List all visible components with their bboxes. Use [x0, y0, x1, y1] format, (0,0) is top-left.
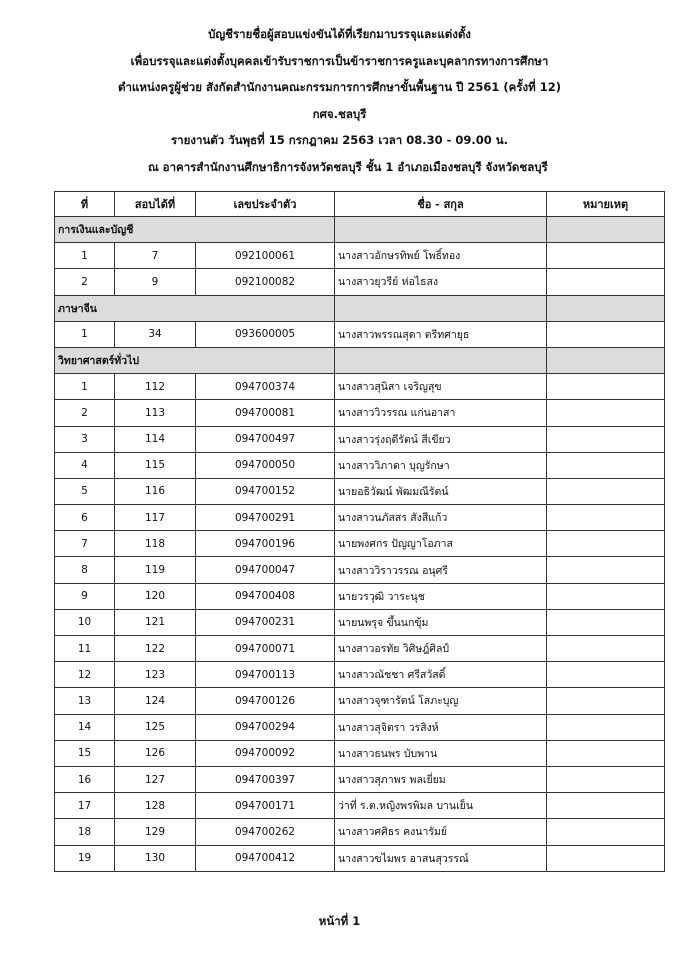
cell-id: 094700196 — [196, 531, 335, 557]
table-row — [55, 714, 665, 740]
cell-id: 094700294 — [196, 714, 335, 740]
cell-rank: 119 — [115, 557, 196, 583]
cell-note — [547, 766, 665, 792]
cell-no: 19 — [55, 845, 115, 871]
cell-rank: 34 — [115, 321, 196, 347]
cell-id: 094700291 — [196, 505, 335, 531]
cell-no: 17 — [55, 793, 115, 819]
table-row — [55, 426, 665, 452]
section-filler-cell — [335, 217, 547, 243]
table-row — [55, 452, 665, 478]
header-purpose: เพื่อบรรจุและแต่งตั้งบุคคลเข้ารับราชการเป็นข้าราชการครูและบุคลากรทางการศึกษา — [130, 53, 549, 68]
cell-rank: 118 — [115, 531, 196, 557]
cell-note — [547, 478, 665, 504]
cell-id: 092100082 — [196, 269, 335, 295]
cell-no: 13 — [55, 688, 115, 714]
cell-note — [547, 321, 665, 347]
header-title: บัญชีรายชื่อผู้สอบแข่งขันได้ที่เรียกมาบรรจุและแต่งตั้ง — [208, 27, 471, 41]
cell-no: 12 — [55, 662, 115, 688]
section-row — [55, 347, 665, 373]
cell-rank: 124 — [115, 688, 196, 714]
cell-id: 094700152 — [196, 478, 335, 504]
cell-rank: 113 — [115, 400, 196, 426]
table-row — [55, 531, 665, 557]
cell-name: นางสาววิราวรรณ อนุศรี — [335, 557, 547, 583]
cell-id: 094700126 — [196, 688, 335, 714]
table-row — [55, 583, 665, 609]
cell-id: 094700071 — [196, 636, 335, 662]
cell-note — [547, 243, 665, 269]
cell-note — [547, 662, 665, 688]
cell-no: 15 — [55, 740, 115, 766]
table-row — [55, 400, 665, 426]
cell-note — [547, 714, 665, 740]
cell-no: 1 — [55, 243, 115, 269]
table-row — [55, 374, 665, 400]
cell-note — [547, 609, 665, 635]
table-row — [55, 243, 665, 269]
cell-id: 094700050 — [196, 452, 335, 478]
cell-rank: 117 — [115, 505, 196, 531]
cell-name: นางสาวรุ่งฤดีรัตน์ สีเขียว — [335, 426, 547, 452]
cell-no: 5 — [55, 478, 115, 504]
cell-id: 094700408 — [196, 583, 335, 609]
cell-rank: 122 — [115, 636, 196, 662]
cell-no: 11 — [55, 636, 115, 662]
cell-note — [547, 505, 665, 531]
cell-name: นางสาวพรรณสุดา ตรีทศายุธ — [335, 321, 547, 347]
col-header-note: หมายเหตุ — [547, 192, 665, 217]
cell-note — [547, 557, 665, 583]
section-title: การเงินและบัญชี — [55, 217, 335, 243]
cell-rank: 116 — [115, 478, 196, 504]
cell-rank: 115 — [115, 452, 196, 478]
header-report-date: รายงานตัว วันพุธที่ 15 กรกฎาคม 2563 เวลา 08.30 - 09.00 น. — [171, 133, 508, 147]
cell-name: นางสาวจุฑารัตน์ โสภะบุญ — [335, 688, 547, 714]
cell-id: 094700231 — [196, 609, 335, 635]
cell-name: นางสาวนภัสสร สังสีแก้ว — [335, 505, 547, 531]
col-header-rank: สอบได้ที่ — [115, 192, 196, 217]
cell-name: นางสาวสุภาพร พลเยี่ยม — [335, 766, 547, 792]
cell-no: 1 — [55, 374, 115, 400]
cell-note — [547, 583, 665, 609]
cell-rank: 123 — [115, 662, 196, 688]
cell-name: นางสาวศศิธร คงนารัมย์ — [335, 819, 547, 845]
cell-rank: 126 — [115, 740, 196, 766]
table-row — [55, 662, 665, 688]
cell-name: นางสาวสุจิตรา วรสิงห์ — [335, 714, 547, 740]
header-position: ตำแหน่งครูผู้ช่วย สังกัดสำนักงานคณะกรรมการการศึกษาขั้นพื้นฐาน ปี 2561 (ครั้งที่ 12) — [118, 80, 561, 94]
cell-no: 7 — [55, 531, 115, 557]
cell-note — [547, 531, 665, 557]
cell-name: นายนพรุจ ขึ้นนกขุ้ม — [335, 609, 547, 635]
cell-name: นางสาวสุนิสา เจริญสุข — [335, 374, 547, 400]
table-row — [55, 740, 665, 766]
cell-id: 092100061 — [196, 243, 335, 269]
cell-id: 094700497 — [196, 426, 335, 452]
cell-rank: 125 — [115, 714, 196, 740]
cell-note — [547, 400, 665, 426]
section-filler-cell — [547, 347, 665, 373]
col-header-no: ที่ — [55, 192, 115, 217]
cell-no: 18 — [55, 819, 115, 845]
cell-id: 094700092 — [196, 740, 335, 766]
cell-rank: 7 — [115, 243, 196, 269]
table-row — [55, 505, 665, 531]
cell-no: 14 — [55, 714, 115, 740]
cell-name: นางสาวอักษรทิพย์ โพธิ์ทอง — [335, 243, 547, 269]
table-row — [55, 793, 665, 819]
cell-no: 1 — [55, 321, 115, 347]
table-row — [55, 819, 665, 845]
cell-id: 094700047 — [196, 557, 335, 583]
cell-rank: 130 — [115, 845, 196, 871]
cell-rank: 121 — [115, 609, 196, 635]
cell-no: 4 — [55, 452, 115, 478]
cell-name: นางสาววิภาดา บุญรักษา — [335, 452, 547, 478]
cell-name: นางสาวอรทัย วิศิษฎ์ศิลป์ — [335, 636, 547, 662]
cell-no: 3 — [55, 426, 115, 452]
table-row — [55, 845, 665, 871]
cell-rank: 129 — [115, 819, 196, 845]
cell-id: 094700397 — [196, 766, 335, 792]
table-header-row — [55, 192, 665, 217]
cell-note — [547, 688, 665, 714]
cell-rank: 112 — [115, 374, 196, 400]
cell-rank: 128 — [115, 793, 196, 819]
cell-note — [547, 740, 665, 766]
cell-rank: 120 — [115, 583, 196, 609]
section-title: วิทยาศาสตร์ทั่วไป — [55, 347, 335, 373]
cell-no: 6 — [55, 505, 115, 531]
cell-note — [547, 845, 665, 871]
section-filler-cell — [335, 347, 547, 373]
cell-name: นางสาววิวรรณ แก่นอาสา — [335, 400, 547, 426]
section-row — [55, 217, 665, 243]
cell-no: 16 — [55, 766, 115, 792]
table-row — [55, 688, 665, 714]
section-filler-cell — [547, 217, 665, 243]
table-row — [55, 557, 665, 583]
table-row — [55, 478, 665, 504]
table-row — [55, 636, 665, 662]
cell-id: 094700412 — [196, 845, 335, 871]
cell-name: นางสาวขไมพร อาสนสุวรรณ์ — [335, 845, 547, 871]
cell-note — [547, 269, 665, 295]
cell-rank: 114 — [115, 426, 196, 452]
section-filler-cell — [547, 295, 665, 321]
cell-id: 094700171 — [196, 793, 335, 819]
section-title: ภาษาจีน — [55, 295, 335, 321]
table-row — [55, 269, 665, 295]
candidate-table — [54, 191, 665, 872]
section-row — [55, 295, 665, 321]
header-location: ณ อาคารสำนักงานศึกษาธิการจังหวัดชลบุรี ชั้น 1 อำเภอเมืองชลบุรี จังหวัดชลบุรี — [148, 159, 548, 174]
cell-rank: 127 — [115, 766, 196, 792]
cell-note — [547, 636, 665, 662]
col-header-id: เลขประจำตัว — [196, 192, 335, 217]
cell-note — [547, 819, 665, 845]
section-filler-cell — [335, 295, 547, 321]
table-row — [55, 321, 665, 347]
cell-no: 8 — [55, 557, 115, 583]
cell-note — [547, 426, 665, 452]
cell-id: 094700262 — [196, 819, 335, 845]
table-row — [55, 766, 665, 792]
table-body — [55, 217, 665, 872]
cell-no: 9 — [55, 583, 115, 609]
cell-name: นางสาวณัชชา ศรีสวัสดิ์ — [335, 662, 547, 688]
cell-id: 094700374 — [196, 374, 335, 400]
cell-name: ว่าที่ ร.ต.หญิงพรพิมล บานเย็น — [335, 793, 547, 819]
cell-name: นางสาวธนพร บับพาน — [335, 740, 547, 766]
header-agency: กศจ.ชลบุรี — [312, 106, 367, 121]
cell-id: 093600005 — [196, 321, 335, 347]
cell-id: 094700113 — [196, 662, 335, 688]
cell-id: 094700081 — [196, 400, 335, 426]
cell-note — [547, 452, 665, 478]
cell-name: นายวรวุฒิ วาระนุช — [335, 583, 547, 609]
table-row — [55, 609, 665, 635]
cell-name: นางสาวยุวรีย์ ห่อไธสง — [335, 269, 547, 295]
cell-name: นายอธิวัฒน์ พัฒมณีรัตน์ — [335, 478, 547, 504]
cell-no: 10 — [55, 609, 115, 635]
col-header-name: ชื่อ - สกุล — [335, 192, 547, 217]
cell-no: 2 — [55, 269, 115, 295]
cell-name: นายพงศกร ปัญญาโอภาส — [335, 531, 547, 557]
cell-rank: 9 — [115, 269, 196, 295]
cell-no: 2 — [55, 400, 115, 426]
page-number: หน้าที่ 1 — [318, 914, 361, 928]
cell-note — [547, 374, 665, 400]
cell-note — [547, 793, 665, 819]
document-header — [0, 28, 679, 187]
